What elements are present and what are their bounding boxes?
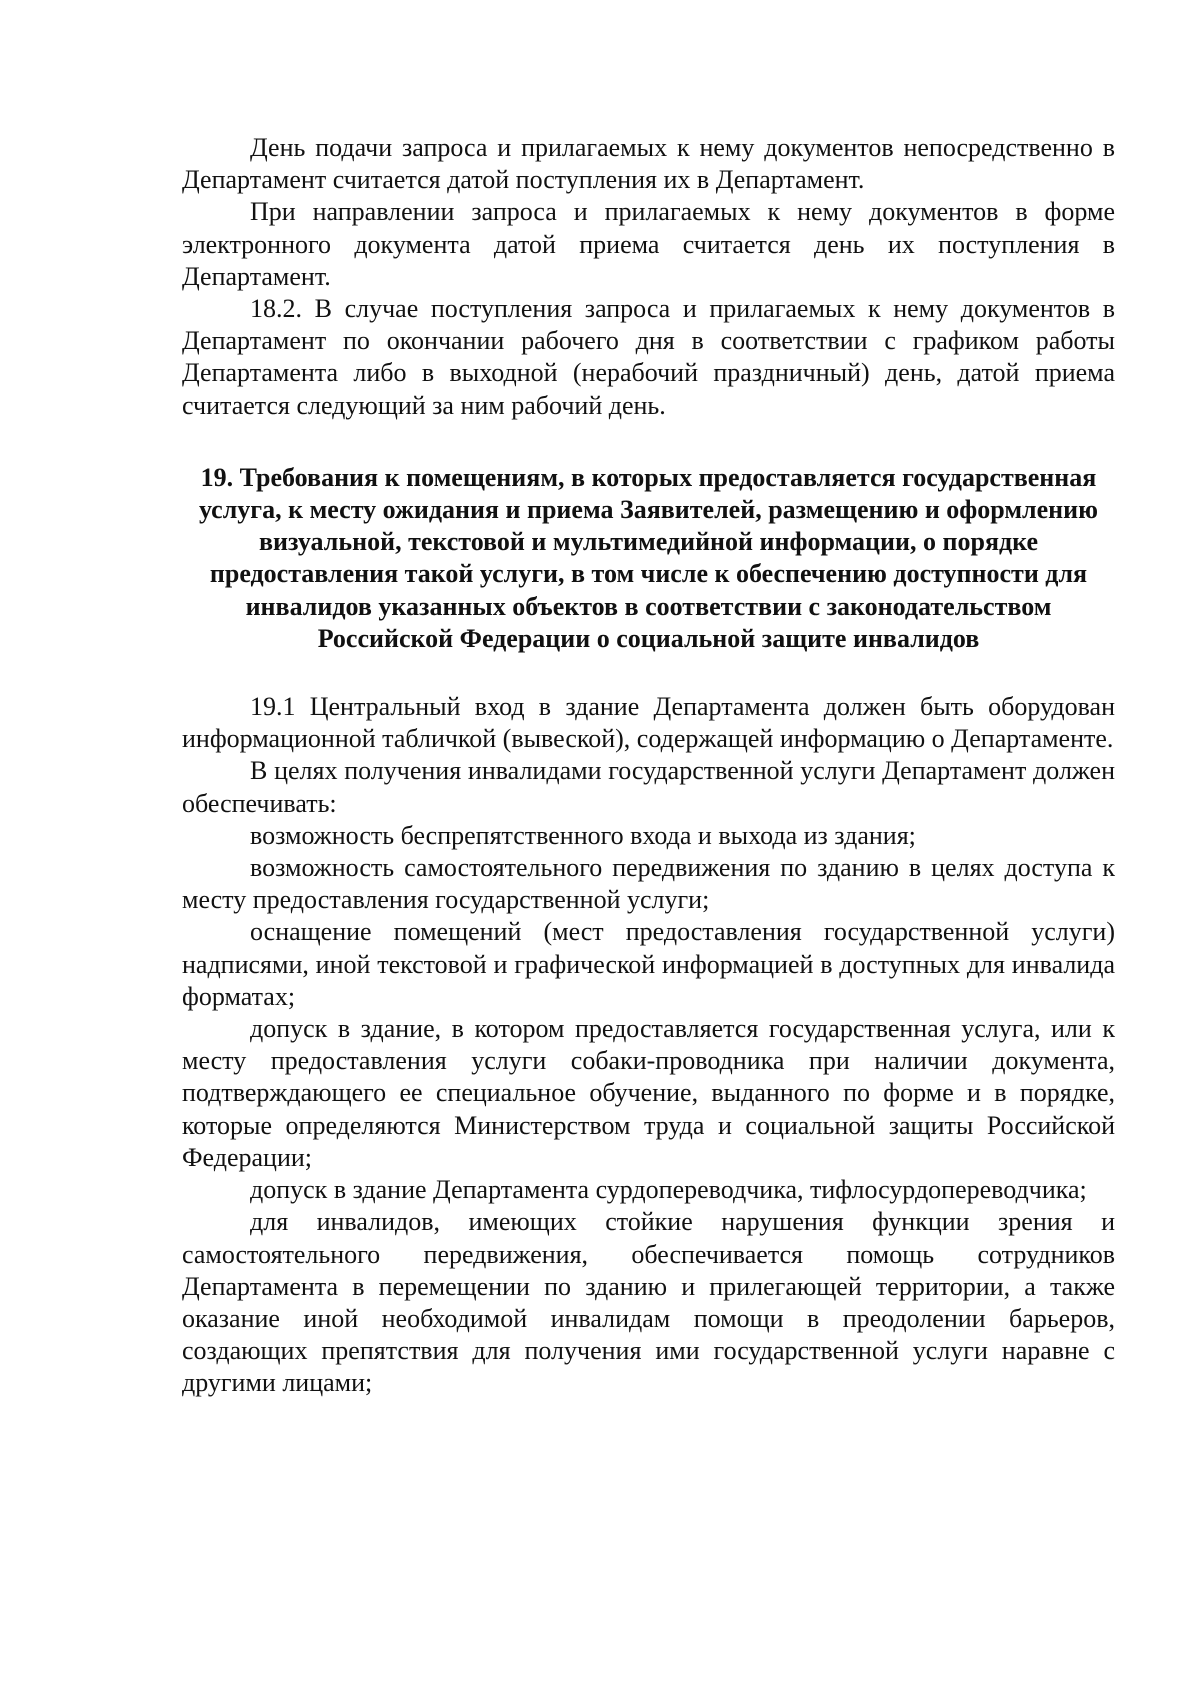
section-heading: 19. Требования к помещениям, в которых предоставляется государственная услуга, к месту ожидания и приема Заявителей, размещению и оформлению визуальной, текстовой и мультимедийной информации, о порядке предоставления такой услуги, в том числе к обеспечению доступности для инвалидов указанных объектов в соответствии с законодательством Российской Федерации о социальной защите инвалидов — [198, 462, 1099, 653]
paragraph: При направлении запроса и прилагаемых к нему документов в форме электронного документа датой приема считается день их поступления в Департамент. — [182, 197, 1115, 291]
paragraph: 18.2. В случае поступления запроса и прилагаемых к нему документов в Департамент по окончании рабочего дня в соответствии с графиком работы Департамента либо в выходной (нерабочий праздничный) день, датой приема считается следующий за ним рабочий день. — [182, 294, 1115, 420]
list-item: допуск в здание Департамента сурдопереводчика, тифлосурдопереводчика; — [250, 1175, 1087, 1205]
list-item: для инвалидов, имеющих стойкие нарушения функции зрения и самостоятельного передвижения, обеспечивается помощь сотрудников Департамента в перемещении по зданию и прилегающей территории, а также оказание иной необходимой инвалидам помощи в преодолении барьеров, создающих препятствия для получения ими государственной услуги наравне с другими лицами; — [182, 1207, 1115, 1398]
list-item: возможность беспрепятственного входа и выхода из здания; — [250, 820, 916, 850]
paragraph: День подачи запроса и прилагаемых к нему документов непосредственно в Департамент считается датой поступления их в Департамент. — [182, 133, 1115, 195]
list-item: оснащение помещений (мест предоставления государственной услуги) надписями, иной текстовой и графической информацией в доступных для инвалида форматах; — [182, 917, 1115, 1011]
list-item: допуск в здание, в котором предоставляется государственная услуга, или к месту предоставления услуги собаки-проводника при наличии документа, подтверждающего ее специальное обучение, выданного по форме и в порядке, которые определяются Министерством труда и социальной защиты Российской Федерации; — [182, 1014, 1115, 1172]
document-body — [182, 132, 1115, 1400]
paragraph: 19.1 Центральный вход в здание Департамента должен быть оборудован информационной табличкой (вывеской), содержащей информацию о Департаменте. — [182, 692, 1115, 754]
list-item: возможность самостоятельного передвижения по зданию в целях доступа к месту предоставления государственной услуги; — [182, 853, 1115, 915]
paragraph: В целях получения инвалидами государственной услуги Департамент должен обеспечивать: — [182, 756, 1115, 818]
